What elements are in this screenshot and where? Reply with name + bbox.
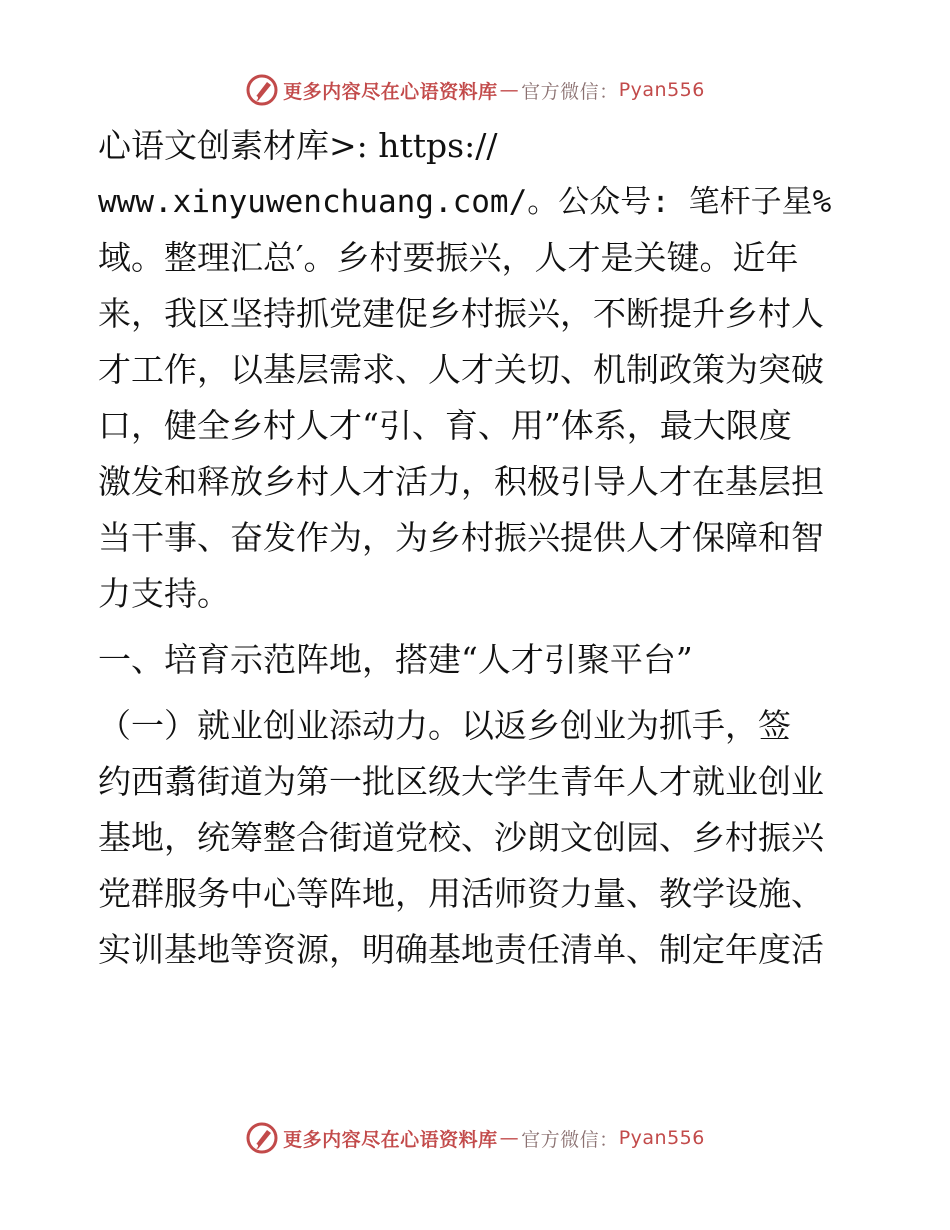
document-body xyxy=(98,118,858,978)
watermark-separator: — xyxy=(499,1127,520,1149)
section-line-1: （一）就业创业添动力。以返乡创业为抓手，签 xyxy=(98,706,791,745)
intro-line-3: 域。整理汇总′。乡村要振兴，人才是关键。近年 xyxy=(98,238,799,277)
quill-circle-icon xyxy=(245,73,279,107)
watermark-wechat-label: 官方微信： xyxy=(521,1128,619,1151)
section-line-4: 党群服务中心等阵地，用活师资力量、教学设施、 xyxy=(98,874,824,913)
watermark-wechat-id: Pyan556 xyxy=(618,1127,705,1149)
section-heading: 一、培育示范阵地，搭建“人才引聚平台” xyxy=(98,640,693,679)
watermark-wechat-label: 官方微信： xyxy=(521,80,619,103)
watermark-separator: — xyxy=(499,79,520,101)
watermark-brand: 更多内容尽在心语资料库 xyxy=(283,80,498,103)
intro-line-8: 当干事、奋发作为，为乡村振兴提供人才保障和智 xyxy=(98,518,824,557)
section-line-2: 约西翥街道为第一批区级大学生青年人才就业创业 xyxy=(98,762,824,801)
intro-line-4: 来，我区坚持抓党建促乡村振兴，不断提升乡村人 xyxy=(98,294,824,333)
intro-line-1: 心语文创素材库>: https:// xyxy=(98,126,498,165)
watermark-wechat-id: Pyan556 xyxy=(618,79,705,101)
watermark-brand: 更多内容尽在心语资料库 xyxy=(283,1128,498,1151)
section-line-3: 基地，统筹整合街道党校、沙朗文创园、乡村振兴 xyxy=(98,818,824,857)
intro-line-6: 口，健全乡村人才“引、育、用”体系，最大限度 xyxy=(98,406,792,445)
intro-line-7: 激发和释放乡村人才活力，积极引导人才在基层担 xyxy=(98,462,824,501)
quill-circle-icon xyxy=(245,1121,279,1155)
intro-line-5: 才工作，以基层需求、人才关切、机制政策为突破 xyxy=(98,350,824,389)
intro-line-9: 力支持。 xyxy=(98,574,230,613)
watermark-banner-bottom xyxy=(0,1118,950,1158)
intro-line-2: www.xinyuwenchuang.com/。公众号: 笔杆子星% xyxy=(98,184,832,220)
section-line-5: 实训基地等资源，明确基地责任清单、制定年度活 xyxy=(98,930,824,969)
watermark-banner-top xyxy=(0,70,950,110)
